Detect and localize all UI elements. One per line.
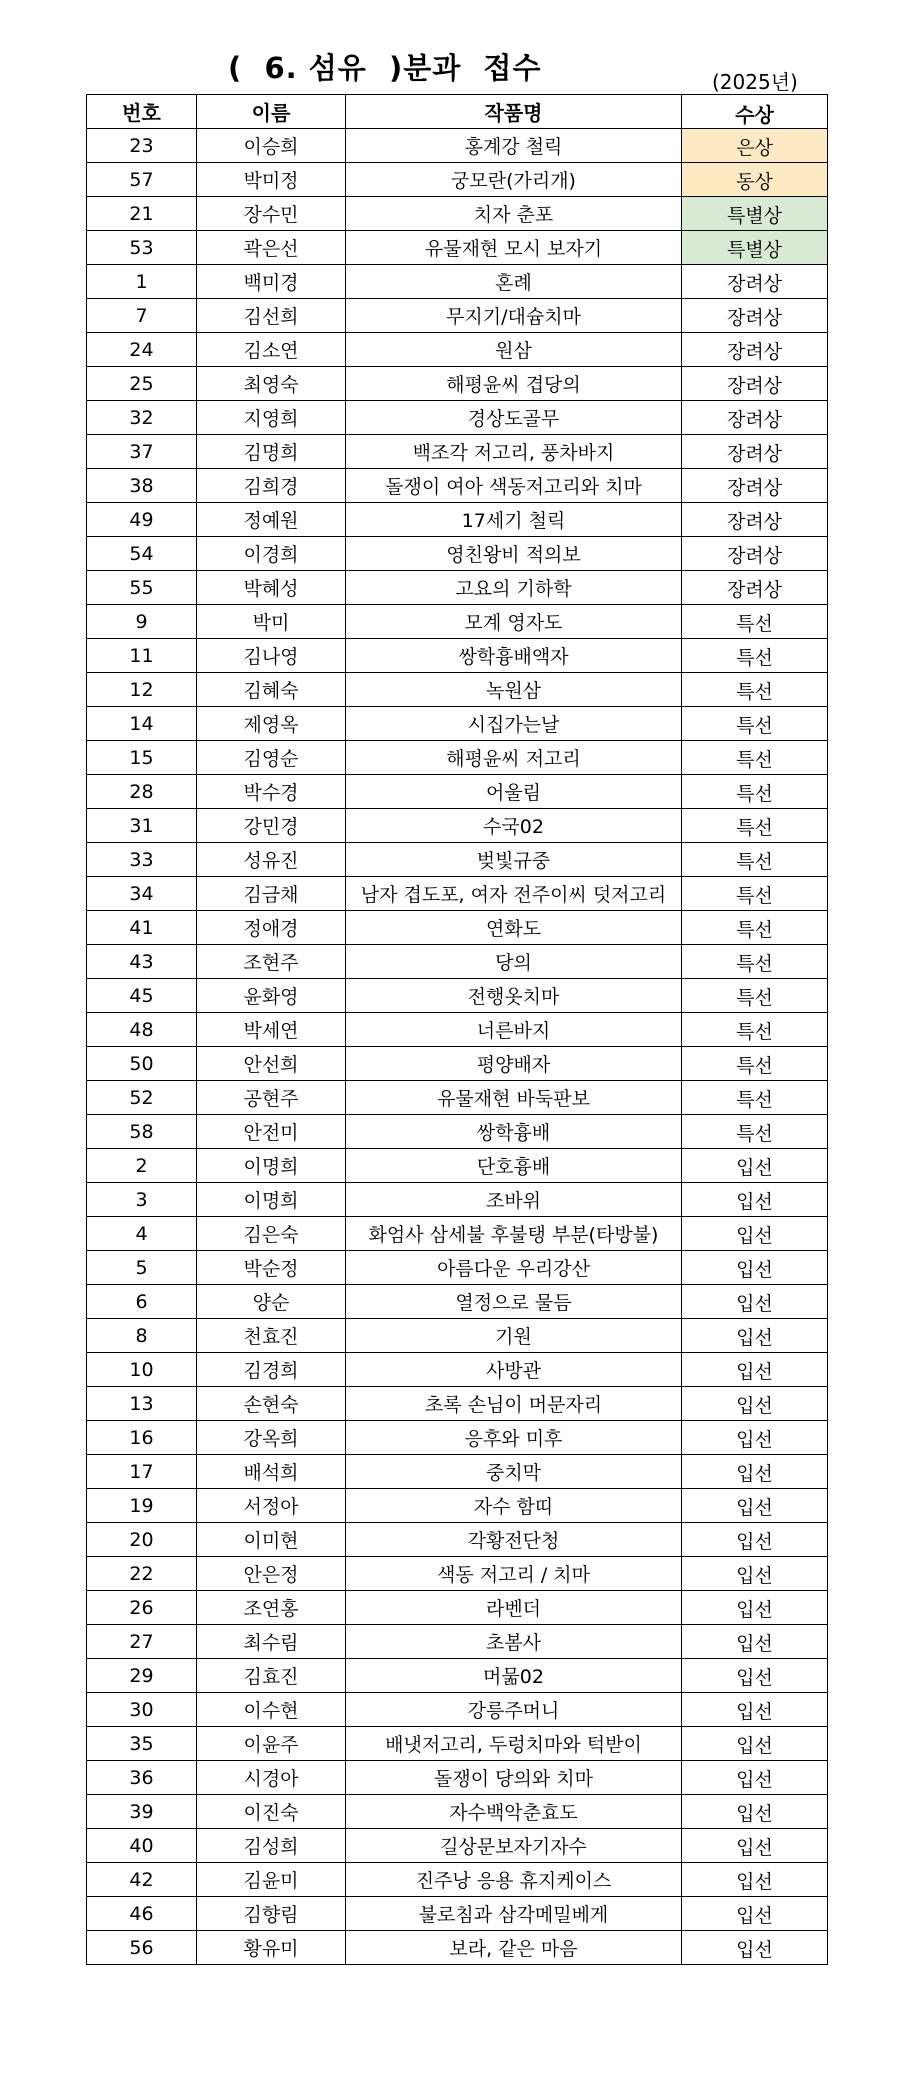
cell-award: 특선 (682, 1115, 828, 1149)
cell-name: 박미정 (197, 163, 346, 197)
table-row (87, 1353, 828, 1387)
cell-name: 이승희 (197, 129, 346, 163)
cell-award: 장려상 (682, 435, 828, 469)
cell-work: 무지기/대슘치마 (346, 299, 682, 333)
cell-name: 박수경 (197, 775, 346, 809)
cell-award: 입선 (682, 1659, 828, 1693)
cell-work: 연화도 (346, 911, 682, 945)
table-row (87, 299, 828, 333)
cell-name: 성유진 (197, 843, 346, 877)
table-row (87, 877, 828, 911)
table-row (87, 1251, 828, 1285)
cell-name: 김명희 (197, 435, 346, 469)
table-row (87, 333, 828, 367)
cell-name: 김선희 (197, 299, 346, 333)
cell-work: 경상도골무 (346, 401, 682, 435)
cell-number: 5 (87, 1251, 197, 1285)
cell-work: 화엄사 삼세불 후불탱 부분(타방불) (346, 1217, 682, 1251)
cell-number: 42 (87, 1863, 197, 1897)
cell-award: 입선 (682, 1387, 828, 1421)
cell-work: 17세기 철릭 (346, 503, 682, 537)
cell-number: 16 (87, 1421, 197, 1455)
cell-award: 특선 (682, 639, 828, 673)
cell-award: 장려상 (682, 265, 828, 299)
cell-work: 혼례 (346, 265, 682, 299)
cell-work: 강릉주머니 (346, 1693, 682, 1727)
cell-number: 23 (87, 129, 197, 163)
cell-name: 이명희 (197, 1149, 346, 1183)
cell-name: 김나영 (197, 639, 346, 673)
table-row (87, 741, 828, 775)
cell-work: 진주낭 응용 휴지케이스 (346, 1863, 682, 1897)
cell-award: 입선 (682, 1897, 828, 1931)
cell-work: 각황전단청 (346, 1523, 682, 1557)
year-label: (2025년) (712, 70, 798, 94)
header-row (87, 95, 828, 129)
column-header-work: 작품명 (346, 95, 682, 129)
cell-number: 27 (87, 1625, 197, 1659)
table-row (87, 1013, 828, 1047)
cell-number: 50 (87, 1047, 197, 1081)
cell-number: 19 (87, 1489, 197, 1523)
cell-name: 김향림 (197, 1897, 346, 1931)
cell-work: 자수 함띠 (346, 1489, 682, 1523)
table-row (87, 673, 828, 707)
results-table (86, 94, 828, 1965)
table-row (87, 1047, 828, 1081)
cell-award: 입선 (682, 1421, 828, 1455)
cell-number: 29 (87, 1659, 197, 1693)
cell-work: 길상문보자기자수 (346, 1829, 682, 1863)
table-row (87, 911, 828, 945)
cell-work: 남자 겹도포, 여자 전주이씨 덧저고리 (346, 877, 682, 911)
cell-number: 37 (87, 435, 197, 469)
table-row (87, 435, 828, 469)
cell-award: 입선 (682, 1149, 828, 1183)
cell-number: 55 (87, 571, 197, 605)
cell-number: 57 (87, 163, 197, 197)
cell-work: 사방관 (346, 1353, 682, 1387)
cell-work: 색동 저고리 / 치마 (346, 1557, 682, 1591)
cell-number: 28 (87, 775, 197, 809)
cell-number: 53 (87, 231, 197, 265)
cell-work: 배냇저고리, 두렁치마와 턱받이 (346, 1727, 682, 1761)
cell-award: 특선 (682, 775, 828, 809)
cell-award: 특선 (682, 1013, 828, 1047)
cell-number: 26 (87, 1591, 197, 1625)
cell-number: 4 (87, 1217, 197, 1251)
cell-work: 열정으로 물듬 (346, 1285, 682, 1319)
cell-work: 평양배자 (346, 1047, 682, 1081)
cell-award: 입선 (682, 1625, 828, 1659)
cell-number: 58 (87, 1115, 197, 1149)
cell-work: 벚빛규중 (346, 843, 682, 877)
cell-number: 32 (87, 401, 197, 435)
cell-work: 어울림 (346, 775, 682, 809)
cell-name: 안선희 (197, 1047, 346, 1081)
cell-name: 손현숙 (197, 1387, 346, 1421)
cell-award: 특선 (682, 605, 828, 639)
cell-award: 특선 (682, 1081, 828, 1115)
cell-number: 8 (87, 1319, 197, 1353)
cell-number: 2 (87, 1149, 197, 1183)
cell-award: 입선 (682, 1693, 828, 1727)
cell-work: 아름다운 우리강산 (346, 1251, 682, 1285)
cell-name: 김경희 (197, 1353, 346, 1387)
cell-name: 공현주 (197, 1081, 346, 1115)
cell-award: 장려상 (682, 469, 828, 503)
cell-number: 3 (87, 1183, 197, 1217)
cell-number: 43 (87, 945, 197, 979)
cell-work: 시집가는날 (346, 707, 682, 741)
table-row (87, 1319, 828, 1353)
cell-name: 윤화영 (197, 979, 346, 1013)
cell-work: 고요의 기하학 (346, 571, 682, 605)
cell-award: 입선 (682, 1557, 828, 1591)
cell-work: 초록 손님이 머문자리 (346, 1387, 682, 1421)
table-row (87, 605, 828, 639)
cell-work: 자수백악춘효도 (346, 1795, 682, 1829)
cell-number: 1 (87, 265, 197, 299)
cell-work: 원삼 (346, 333, 682, 367)
table-row (87, 1591, 828, 1625)
table-row (87, 163, 828, 197)
cell-number: 40 (87, 1829, 197, 1863)
table-row (87, 843, 828, 877)
cell-name: 정애경 (197, 911, 346, 945)
cell-name: 이명희 (197, 1183, 346, 1217)
cell-name: 강민경 (197, 809, 346, 843)
cell-number: 38 (87, 469, 197, 503)
cell-number: 11 (87, 639, 197, 673)
cell-award: 특선 (682, 979, 828, 1013)
cell-award: 특선 (682, 809, 828, 843)
cell-work: 홍계강 철릭 (346, 129, 682, 163)
cell-name: 제영옥 (197, 707, 346, 741)
cell-name: 김혜숙 (197, 673, 346, 707)
cell-number: 46 (87, 1897, 197, 1931)
cell-award: 특선 (682, 741, 828, 775)
cell-award: 입선 (682, 1795, 828, 1829)
cell-name: 서정아 (197, 1489, 346, 1523)
cell-name: 최영숙 (197, 367, 346, 401)
cell-award: 장려상 (682, 401, 828, 435)
table-row (87, 979, 828, 1013)
cell-name: 김희경 (197, 469, 346, 503)
table-row (87, 1081, 828, 1115)
cell-award: 입선 (682, 1591, 828, 1625)
column-header-number: 번호 (87, 95, 197, 129)
cell-award: 특선 (682, 843, 828, 877)
table-row (87, 1693, 828, 1727)
table-row (87, 1455, 828, 1489)
cell-number: 49 (87, 503, 197, 537)
table-row (87, 571, 828, 605)
cell-number: 36 (87, 1761, 197, 1795)
cell-name: 조현주 (197, 945, 346, 979)
cell-name: 장수민 (197, 197, 346, 231)
cell-award: 특선 (682, 1047, 828, 1081)
table-row (87, 1115, 828, 1149)
cell-number: 7 (87, 299, 197, 333)
cell-award: 입선 (682, 1183, 828, 1217)
cell-work: 돌쟁이 여아 색동저고리와 치마 (346, 469, 682, 503)
table-row (87, 197, 828, 231)
table-row (87, 537, 828, 571)
cell-name: 김금채 (197, 877, 346, 911)
table-row (87, 1421, 828, 1455)
table-row (87, 1489, 828, 1523)
cell-award: 입선 (682, 1829, 828, 1863)
table-row (87, 1523, 828, 1557)
cell-work: 보라, 같은 마음 (346, 1931, 682, 1965)
cell-number: 14 (87, 707, 197, 741)
cell-name: 곽은선 (197, 231, 346, 265)
cell-name: 김성희 (197, 1829, 346, 1863)
cell-work: 수국02 (346, 809, 682, 843)
cell-award: 특선 (682, 877, 828, 911)
table-row (87, 1387, 828, 1421)
cell-work: 중치막 (346, 1455, 682, 1489)
cell-name: 최수림 (197, 1625, 346, 1659)
cell-work: 해평윤씨 저고리 (346, 741, 682, 775)
cell-work: 머묾02 (346, 1659, 682, 1693)
cell-number: 12 (87, 673, 197, 707)
cell-work: 영친왕비 적의보 (346, 537, 682, 571)
cell-name: 황유미 (197, 1931, 346, 1965)
cell-name: 박순정 (197, 1251, 346, 1285)
table-row (87, 469, 828, 503)
cell-work: 녹원삼 (346, 673, 682, 707)
table-row (87, 1727, 828, 1761)
cell-name: 조연홍 (197, 1591, 346, 1625)
cell-award: 장려상 (682, 299, 828, 333)
cell-award: 입선 (682, 1319, 828, 1353)
column-header-name: 이름 (197, 95, 346, 129)
table-row (87, 367, 828, 401)
cell-award: 장려상 (682, 503, 828, 537)
cell-award: 입선 (682, 1217, 828, 1251)
cell-work: 쌍학흉배액자 (346, 639, 682, 673)
cell-award: 특선 (682, 911, 828, 945)
cell-number: 41 (87, 911, 197, 945)
cell-name: 김은숙 (197, 1217, 346, 1251)
cell-number: 56 (87, 1931, 197, 1965)
table-row (87, 1625, 828, 1659)
cell-award: 입선 (682, 1931, 828, 1965)
cell-name: 이경희 (197, 537, 346, 571)
cell-name: 이진숙 (197, 1795, 346, 1829)
cell-number: 13 (87, 1387, 197, 1421)
page-title: ( 6. 섬유 )분과 접수 (228, 51, 542, 85)
cell-name: 박미 (197, 605, 346, 639)
cell-award: 특선 (682, 707, 828, 741)
table-row (87, 1285, 828, 1319)
table-row (87, 1829, 828, 1863)
cell-work: 단호흉배 (346, 1149, 682, 1183)
table-row (87, 945, 828, 979)
cell-name: 김소연 (197, 333, 346, 367)
cell-number: 20 (87, 1523, 197, 1557)
table-row (87, 639, 828, 673)
cell-name: 시경아 (197, 1761, 346, 1795)
table-row (87, 1183, 828, 1217)
table-row (87, 809, 828, 843)
cell-number: 33 (87, 843, 197, 877)
cell-name: 안은정 (197, 1557, 346, 1591)
cell-name: 안전미 (197, 1115, 346, 1149)
cell-name: 정예원 (197, 503, 346, 537)
cell-award: 동상 (682, 163, 828, 197)
table-row (87, 1659, 828, 1693)
cell-number: 45 (87, 979, 197, 1013)
cell-number: 17 (87, 1455, 197, 1489)
table-row (87, 1931, 828, 1965)
table-row (87, 1557, 828, 1591)
cell-number: 25 (87, 367, 197, 401)
cell-name: 배석희 (197, 1455, 346, 1489)
cell-number: 54 (87, 537, 197, 571)
table-row (87, 1795, 828, 1829)
cell-name: 천효진 (197, 1319, 346, 1353)
cell-work: 치자 춘포 (346, 197, 682, 231)
cell-number: 21 (87, 197, 197, 231)
cell-award: 입선 (682, 1523, 828, 1557)
table-row (87, 129, 828, 163)
cell-name: 강옥희 (197, 1421, 346, 1455)
cell-work: 너른바지 (346, 1013, 682, 1047)
cell-award: 특선 (682, 945, 828, 979)
cell-number: 30 (87, 1693, 197, 1727)
cell-name: 이윤주 (197, 1727, 346, 1761)
cell-award: 장려상 (682, 537, 828, 571)
cell-award: 입선 (682, 1863, 828, 1897)
cell-work: 응후와 미후 (346, 1421, 682, 1455)
table-row (87, 503, 828, 537)
cell-number: 9 (87, 605, 197, 639)
cell-award: 장려상 (682, 333, 828, 367)
cell-work: 백조각 저고리, 풍차바지 (346, 435, 682, 469)
cell-number: 39 (87, 1795, 197, 1829)
cell-award: 입선 (682, 1353, 828, 1387)
table-row (87, 265, 828, 299)
cell-number: 15 (87, 741, 197, 775)
cell-work: 유물재현 모시 보자기 (346, 231, 682, 265)
cell-work: 당의 (346, 945, 682, 979)
cell-award: 장려상 (682, 367, 828, 401)
table-row (87, 1149, 828, 1183)
cell-work: 초봄사 (346, 1625, 682, 1659)
table-row (87, 1761, 828, 1795)
cell-award: 은상 (682, 129, 828, 163)
cell-name: 이미현 (197, 1523, 346, 1557)
cell-name: 김영순 (197, 741, 346, 775)
cell-name: 김효진 (197, 1659, 346, 1693)
cell-award: 입선 (682, 1285, 828, 1319)
cell-name: 백미경 (197, 265, 346, 299)
cell-name: 박세연 (197, 1013, 346, 1047)
cell-work: 라벤더 (346, 1591, 682, 1625)
column-header-award: 수상 (682, 95, 828, 129)
table-row (87, 1897, 828, 1931)
cell-work: 돌쟁이 당의와 치마 (346, 1761, 682, 1795)
table-row (87, 401, 828, 435)
cell-name: 김윤미 (197, 1863, 346, 1897)
cell-number: 24 (87, 333, 197, 367)
cell-work: 해평윤씨 겹당의 (346, 367, 682, 401)
cell-work: 조바위 (346, 1183, 682, 1217)
cell-award: 특선 (682, 673, 828, 707)
cell-award: 입선 (682, 1727, 828, 1761)
cell-name: 박혜성 (197, 571, 346, 605)
cell-work: 궁모란(가리개) (346, 163, 682, 197)
cell-work: 불로침과 삼각메밀베게 (346, 1897, 682, 1931)
cell-number: 31 (87, 809, 197, 843)
cell-number: 48 (87, 1013, 197, 1047)
cell-number: 10 (87, 1353, 197, 1387)
cell-award: 입선 (682, 1455, 828, 1489)
cell-work: 유물재현 바둑판보 (346, 1081, 682, 1115)
cell-name: 지영희 (197, 401, 346, 435)
cell-number: 34 (87, 877, 197, 911)
cell-number: 22 (87, 1557, 197, 1591)
table-row (87, 707, 828, 741)
cell-number: 6 (87, 1285, 197, 1319)
cell-award: 특별상 (682, 231, 828, 265)
cell-award: 특별상 (682, 197, 828, 231)
cell-award: 입선 (682, 1761, 828, 1795)
cell-name: 양순 (197, 1285, 346, 1319)
cell-award: 입선 (682, 1251, 828, 1285)
cell-name: 이수현 (197, 1693, 346, 1727)
table-row (87, 1217, 828, 1251)
cell-work: 전행옷치마 (346, 979, 682, 1013)
table-row (87, 1863, 828, 1897)
cell-award: 장려상 (682, 571, 828, 605)
cell-work: 기원 (346, 1319, 682, 1353)
cell-number: 52 (87, 1081, 197, 1115)
cell-award: 입선 (682, 1489, 828, 1523)
table-row (87, 775, 828, 809)
cell-number: 35 (87, 1727, 197, 1761)
table-row (87, 231, 828, 265)
cell-work: 모계 영자도 (346, 605, 682, 639)
cell-work: 쌍학흉배 (346, 1115, 682, 1149)
